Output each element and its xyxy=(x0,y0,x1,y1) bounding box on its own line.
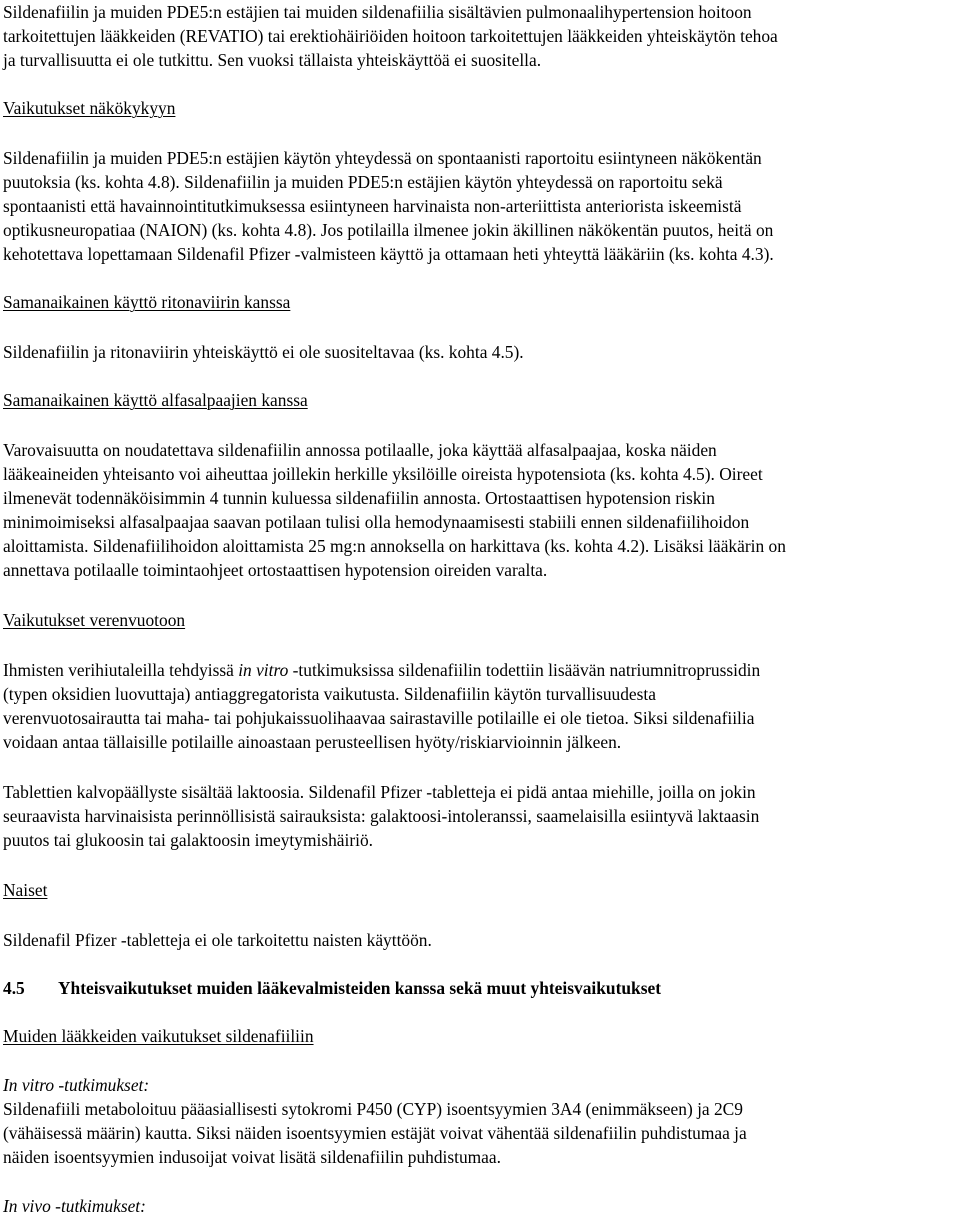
text-fragment: Ihmisten verihiutaleilla tehdyissä xyxy=(3,660,239,680)
vision-paragraph xyxy=(3,146,960,266)
text-line: tarkoitettujen lääkkeiden (REVATIO) tai erektiohäiriöiden hoitoon tarkoitettujen lääkkeiden yhteiskäytön tehoa xyxy=(3,26,778,46)
bleeding-heading-block xyxy=(3,608,960,632)
text-fragment: -tutkimuksissa sildenafiilin todettiin lisäävän natriumnitroprussidin xyxy=(288,660,761,680)
text-line: (typen oksidien luovuttaja) antiaggregatorista vaikutusta. Sildenafiilin käytön turvallisuudesta xyxy=(3,684,656,704)
bleeding-heading: Vaikutukset verenvuotoon xyxy=(3,610,186,630)
text-line: optikusneuropatiaa (NAION) (ks. kohta 4.8). Jos potilailla ilmenee jokin äkillinen näkökentän puutos, heitä on xyxy=(3,220,774,240)
vision-heading: Vaikutukset näkökykyyn xyxy=(3,98,176,118)
ritonavir-heading: Samanaikainen käyttö ritonaviirin kanssa xyxy=(3,292,291,312)
women-heading: Naiset xyxy=(3,880,48,900)
text-line: spontaanisti että havainnointitutkimuksessa esiintyneen harvinaista non-arteriittista anteriorista iskeemistä xyxy=(3,196,742,216)
alpha-heading-block xyxy=(3,388,960,412)
text-line: puutos tai glukoosin tai galaktoosin imeytymishäiriö. xyxy=(3,830,374,850)
text-line: Varovaisuutta on noudatettava sildenafiilin annossa potilaalle, joka käyttää alfasalpaajaa, koska näiden xyxy=(3,440,717,460)
text-line: minimoimiseksi alfasalpaajaa saavan potilaan tulisi olla hemodynaamisesti stabiili ennen sildenafiilihoidon xyxy=(3,512,750,532)
ritonavir-heading-block xyxy=(3,290,960,314)
lactose-paragraph xyxy=(3,780,960,852)
section-number: 4.5 xyxy=(3,978,25,998)
text-line: näiden isoentsyymien indusoijat voivat lisätä sildenafiilin puhdistumaa. xyxy=(3,1147,501,1167)
alpha-paragraph xyxy=(3,438,960,582)
women-paragraph xyxy=(3,928,960,952)
text-line: Sildenafil Pfizer -tabletteja ei ole tarkoitettu naisten käyttöön. xyxy=(3,930,432,950)
effects-heading: Muiden lääkkeiden vaikutukset sildenafiiliin xyxy=(3,1026,314,1046)
in-vitro-block xyxy=(3,1073,960,1169)
text-line: ilmenevät todennäköisimmin 4 tunnin kuluessa sildenafiilin annosta. Ortostaattisen hypotension riskin xyxy=(3,488,715,508)
text-line: Sildenafiilin ja muiden PDE5:n estäjien tai muiden sildenafiilia sisältävien pulmonaalihypertension hoitoon xyxy=(3,2,752,22)
bleeding-paragraph xyxy=(3,658,960,754)
text-line: Sildenafiili metaboloituu pääasiallisesti sytokromi P450 (CYP) isoentsyymien 3A4 (enimmäkseen) ja 2C9 xyxy=(3,1099,743,1119)
italic-term: in vitro xyxy=(238,660,289,680)
ritonavir-paragraph xyxy=(3,340,960,364)
text-line: voidaan antaa tällaisille potilaille ainoastaan perusteellisen hyöty/riskiarvioinnin jälkeen. xyxy=(3,732,622,752)
in-vivo-block xyxy=(3,1194,960,1218)
text-line: seuraavista harvinaisista perinnöllisistä sairauksista: galaktoosi-intoleranssi, saamelaisilla esiintyvä laktaasin xyxy=(3,806,760,826)
text-line: kehotettava lopettamaan Sildenafil Pfizer -valmisteen käyttö ja ottamaan heti yhteyttä lääkäriin (ks. kohta 4.3). xyxy=(3,244,774,264)
in-vivo-label: In vivo -tutkimukset: xyxy=(3,1196,146,1216)
text-line: Sildenafiilin ja ritonaviirin yhteiskäyttö ei ole suositeltavaa (ks. kohta 4.5). xyxy=(3,342,524,362)
text-line: verenvuotosairautta tai maha- tai pohjukaissuolihaavaa sairastaville potilaille ei ole tietoa. Siksi sildenafiilia xyxy=(3,708,755,728)
text-line: Sildenafiilin ja muiden PDE5:n estäjien käytön yhteydessä on spontaanisti raportoitu esiintyneen näkökentän xyxy=(3,148,762,168)
effects-heading-block xyxy=(3,1024,960,1048)
text-line: aloittamista. Sildenafiilihoidon aloittamista 25 mg:n annoksella on harkittava (ks. kohta 4.2). Lisäksi lääkärin on xyxy=(3,536,786,556)
section-heading-line xyxy=(3,976,960,1000)
section-title: Yhteisvaikutukset muiden lääkevalmisteiden kanssa sekä muut yhteisvaikutukset xyxy=(58,978,661,998)
women-heading-block xyxy=(3,878,960,902)
text-line: annettava potilaalle toimintaohjeet ortostaattisen hypotension oireiden varalta. xyxy=(3,560,548,580)
text-line: Tablettien kalvopäällyste sisältää laktoosia. Sildenafil Pfizer -tabletteja ei pidä antaa miehille, joilla on jokin xyxy=(3,782,756,802)
text-line xyxy=(3,658,960,682)
alpha-heading: Samanaikainen käyttö alfasalpaajien kanssa xyxy=(3,390,308,410)
vision-heading-block xyxy=(3,96,960,120)
text-line: lääkeaineiden yhteisanto voi aiheuttaa joillekin herkille yksilöille oireista hypotensiota (ks. kohta 4.5). Oireet xyxy=(3,464,763,484)
text-line: puutoksia (ks. kohta 4.8). Sildenafiilin ja muiden PDE5:n estäjien käytön yhteydessä on raportoitu sekä xyxy=(3,172,723,192)
in-vitro-label: In vitro -tutkimukset: xyxy=(3,1075,150,1095)
intro-paragraph xyxy=(3,0,960,72)
text-line: ja turvallisuutta ei ole tutkittu. Sen vuoksi tällaista yhteiskäyttöä ei suositella. xyxy=(3,50,542,70)
section-heading xyxy=(3,976,960,1000)
text-line: (vähäisessä määrin) kautta. Siksi näiden isoentsyymien estäjät voivat vähentää sildenafiilin puhdistumaa ja xyxy=(3,1123,747,1143)
